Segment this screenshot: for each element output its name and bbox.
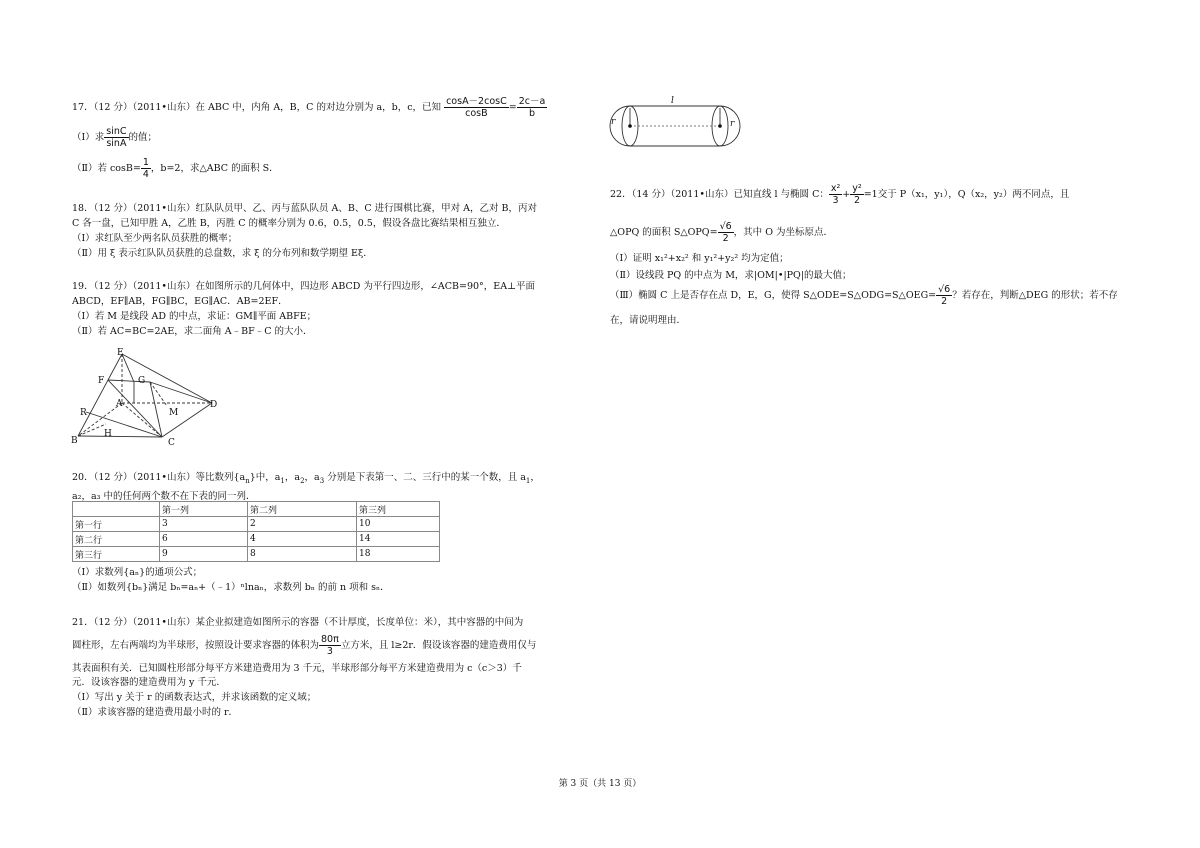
q22-line5 [610,284,1118,307]
table-cell: 3 [160,517,248,532]
q17-p2-suffix: ，b=2，求△ABC 的面积 S． [150,163,279,174]
q17-p1-num: sinC [106,126,127,137]
q20-parts [72,565,390,595]
q22-e1-den: 3 [832,195,839,206]
q20-l1f: 2 [300,476,305,485]
table-cell: 第一列 [160,502,248,517]
q21-volume-fraction [319,634,341,657]
q20-l1d: 1 [280,476,285,485]
q22-parts [610,250,852,284]
q19-line1: 19．（12 分）（2011•山东）在如图所示的几何体中，四边形 ABCD 为平行四边形，∠ACB=90°，EA⊥平面 [72,281,536,292]
q20-l1e: ，a [284,472,301,483]
q21-line6: （Ⅱ）求该容器的建造费用最小时的 r． [72,707,239,718]
table-cell: 第二行 [73,532,160,547]
label-G: G [138,376,146,386]
q22-a-num: √6 [719,221,732,232]
q22-l2b: ，其中 O 为坐标原点． [733,227,834,238]
q20-part1: （Ⅰ）求数列{aₙ}的通项公式； [72,567,203,578]
q20-l1c: }中，a [249,472,281,483]
label-D: D [210,400,218,410]
q22-x-fraction [829,183,842,206]
table-cell: 2 [248,517,357,532]
q22-plus: + [842,189,851,200]
q17-p1-den: sinA [106,138,127,149]
table-row [73,532,440,547]
q18-line2: C 各一盘，已知甲胜 A，乙胜 B，丙胜 C 的概率分别为 0.6，0.5，0.5，假设各盘比赛结果相互独立． [72,218,506,229]
q17-p2-fraction [141,157,151,180]
q20-block [72,470,540,504]
q17-frac2-den: b [528,108,536,119]
table-header-row [73,502,440,517]
q20-l1j: 1 [525,476,531,485]
table-cell: 第三行 [73,547,160,562]
q21-line1: 21．（12 分）（2011•山东）某企业拟建造如图所示的容器（不计厚度，长度单位：米），其中容器的中间为 [72,617,524,628]
label-R: R [80,408,87,418]
q22-e2-num: y² [852,183,862,194]
q22-b-den: 2 [941,296,948,307]
table-cell: 10 [357,517,440,532]
table-cell: 6 [160,532,248,547]
table-cell: 14 [357,532,440,547]
table-cell: 第二列 [248,502,357,517]
q17-part2 [72,157,279,180]
q21-block [72,611,536,680]
table-cell: 9 [160,547,248,562]
q17-line1: 17．（12 分）（2011•山东）在 ABC 中，内角 A，B，C 的对边分别为 a，b，c，已知 $\frac{\cos A-2\cos C}{\cos B}$ = $\frac{2c-a}{b}$ [72,96,546,119]
q17-fraction-2 [517,96,548,119]
q19-line4: （Ⅱ）若 AC=BC=2AE，求二面角 A﹣BF﹣C 的大小． [72,326,313,337]
label-M: M [169,408,179,418]
label-r-left: r [611,117,616,127]
q17-frac1-num: cosA－2cosC [446,96,507,107]
q22-y-fraction [850,183,863,206]
q22-area-fraction-2 [936,284,952,307]
label-r-right: r [730,119,735,129]
page-footer: 第 3 页（共 13 页） [558,779,642,789]
q22-l1a: 22．（14 分）（2011•山东）已知直线 l 与椭圆 C： [610,189,829,200]
q19-block [72,279,535,339]
q21-vol-num: 80π [321,634,339,645]
q21-line2 [72,634,536,657]
q17-p1-prefix: （Ⅰ）求 [72,132,105,143]
table-row [73,517,440,532]
table-cell: 第三列 [357,502,440,517]
q18-line3: （Ⅰ）求红队至少两名队员获胜的概率； [72,233,238,244]
q17-p1-fraction [104,126,128,149]
table-cell [73,502,160,517]
q20-l1h: 3 [319,476,325,485]
q22-line2 [610,221,833,244]
q22-l1b: =1交于 P（x₁，y₁），Q（x₂，y₂）两不同点，且 [863,189,1070,200]
q18-line4: （Ⅱ）用 ξ 表示红队队员获胜的总盘数，求 ξ 的分布列和数学期望 Eξ． [72,248,373,259]
q22-area-fraction [718,221,734,244]
q17-block [72,96,592,119]
q20-line1 [72,470,540,489]
label-C: C [168,438,175,448]
q18-line1: 18．（12 分）（2011•山东）红队队员甲、乙、丙与蓝队队员 A、B、C 进行围棋比赛，甲对 A，乙对 B，丙对 [72,203,538,214]
q20-l1i: 分别是下表第一、二、三行中的某一个数，且 a [324,472,526,483]
q22-line6-wrap [610,313,686,328]
q22-line1 [610,183,1069,206]
q22-line4: （Ⅱ）设线段 PQ 的中点为 M，求|OM|•|PQ|的最大值； [610,270,852,281]
q17-stem: 17．（12 分）（2011•山东）在 ABC 中，内角 A，B，C 的对边分别为 a，b，c，已知 [72,102,442,113]
q21-line3: 其表面积有关．已知圆柱形部分每平方米建造费用为 3 千元，半球形部分每平方米建造费用为 c（c＞3）千 [72,663,522,674]
table-cell: 第一行 [73,517,160,532]
q21-l2a: 圆柱形，左右两端均为半球形，按照设计要求容器的体积为 [72,640,320,651]
q20-part2: （Ⅱ）如数列{bₙ}满足 bₙ=aₙ+（﹣1）ⁿlnaₙ，求数列 bₙ 的前 n 项和 sₙ． [72,582,390,593]
q20-table [72,501,440,562]
q17-part1 [72,126,157,149]
label-H: H [104,429,112,439]
table-cell: 8 [248,547,357,562]
label-l: l [671,96,674,106]
q20-l1a: 20．（12 分）（2011•山东）等比数列{a [72,472,246,483]
q17-fraction-1 [444,96,509,119]
q21-block-b [72,675,316,720]
q22-b-num: √6 [938,284,951,295]
q22-line3: （Ⅰ）证明 x₁²+x₂² 和 y₁²+y₂² 均为定值； [610,253,789,264]
q22-l5a: （Ⅲ）椭圆 C 上是否存在点 D，E，G，使得 S△ODE=S△ODG=S△OEG= [610,290,937,301]
table-row [73,547,440,562]
q20-l1g: ，a [304,472,320,483]
q19-geometry-figure [70,346,230,450]
q21-capsule-figure [608,94,743,148]
q20-l1k: ， [530,472,540,483]
q17-frac1-den: cosB [465,108,488,119]
label-E: E [117,348,124,358]
q17-p2-den: 4 [142,169,149,180]
q22-l5b: ？若存在，判断△DEG 的形状；若不存 [952,290,1118,301]
q21-vol-den: 3 [326,646,333,657]
q22-a-den: 2 [722,233,729,244]
q17-p1-suffix: 的值； [128,132,158,143]
table-cell: 18 [357,547,440,562]
q18-block [72,201,537,261]
label-F: F [98,376,105,386]
q22-line6: 在，请说明理由． [610,315,687,326]
q21-l2b: 立方米，且 l≥2r．假设该容器的建造费用仅与 [340,640,537,651]
q17-p2-prefix: （Ⅱ）若 cosB= [72,163,141,174]
q21-line5: （Ⅰ）写出 y 关于 r 的函数表达式，并求该函数的定义域； [72,692,317,703]
q20-l1b: n [245,476,250,485]
q19-line3: （Ⅰ）若 M 是线段 AD 的中点，求证：GM∥平面 ABFE； [72,311,317,322]
q19-line2: ABCD，EF∥AB，FG∥BC，EG∥AC．AB=2EF． [72,296,288,307]
q17-frac2-num: 2c－a [518,96,546,107]
q22-e1-num: x² [830,183,841,194]
q17-p2-num: 1 [142,157,149,168]
q20-line2: a₂，a₃ 中的任何两个数不在下表的同一列． [72,490,256,502]
label-A: A [116,399,123,409]
label-B: B [71,436,78,446]
q21-line4: 元．设该容器的建造费用为 y 千元． [72,677,226,688]
q22-l2a: △OPQ 的面积 S△OPQ= [610,227,718,238]
table-cell: 4 [248,532,357,547]
q22-e2-den: 2 [853,195,860,206]
